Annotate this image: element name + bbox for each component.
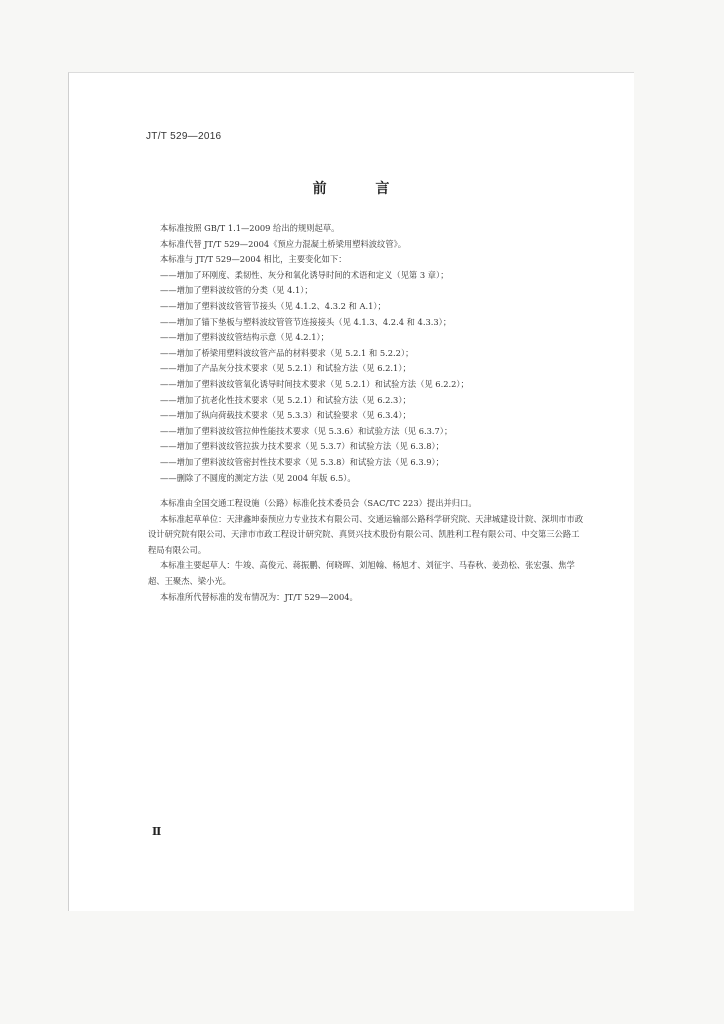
change-item: ——增加了环刚度、柔韧性、灰分和氧化诱导时间的术语和定义（见第 3 章）； (160, 269, 449, 280)
change-item: ——增加了塑料波纹管拉拔力技术要求（见 5.3.7）和试验方法（见 6.3.8）； (160, 441, 444, 452)
change-item: ——增加了桥梁用塑料波纹管产品的材料要求（见 5.2.1 和 5.2.2）； (160, 347, 414, 358)
change-item: ——增加了塑料波纹管拉伸性能技术要求（见 5.3.6）和试验方法（见 6.3.7）； (160, 425, 453, 436)
proposed-by: 本标准由全国交通工程设施（公路）标准化技术委员会（SAC/TC 223）提出并归口。 (160, 498, 477, 509)
change-item: ——增加了产品灰分技术要求（见 5.2.1）和试验方法（见 6.2.1）； (160, 363, 411, 374)
change-item: ——增加了塑料波纹管管节接头（见 4.1.2、4.3.2 和 A.1）； (160, 300, 386, 311)
change-item: ——删除了不圆度的测定方法（见 2004 年版 6.5）。 (160, 472, 356, 483)
page-number: Ⅱ (152, 825, 162, 838)
intro-line: 本标准按照 GB/T 1.1—2009 给出的规则起草。 (160, 223, 340, 233)
drafting-units: 本标准起草单位：天津鑫坤泰预应力专业技术有限公司、交通运输部公路科学研究院、天津城建设计院、深圳市市政设计研究院有限公司、天津市市政工程设计研究院、真贤兴技术股份有限公司、凯胜利工程有限公司、中交第三公路工程局有限公司。 (148, 513, 584, 555)
change-item: ——增加了塑料波纹管的分类（见 4.1）； (160, 285, 313, 296)
paragraph-gap (148, 486, 588, 496)
previous-editions: 本标准所代替标准的发布情况为：JT/T 529—2004。 (160, 591, 358, 602)
change-item: ——增加了塑料波纹管密封性技术要求（见 5.3.8）和试验方法（见 6.3.9）； (160, 456, 444, 467)
page-title: 前 言 (312, 181, 412, 197)
change-item: ——增加了塑料波纹管氧化诱导时间技术要求（见 5.2.1）和试验方法（见 6.2.2）； (160, 378, 469, 389)
change-item: ——增加了塑料波纹管结构示意（见 4.2.1）； (160, 332, 329, 343)
intro-line: 本标准代替 JT/T 529—2004《预应力混凝土桥梁用塑料波纹管》。 (160, 238, 407, 249)
drafters: 本标准主要起草人：牛竣、高俊元、蒋振鹏、何晓晖、刘旭翰、杨旭才、刘征宇、马春秋、姜劲松、张宏强、焦学超、王聚杰、梁小光。 (148, 560, 575, 587)
foreword-body (148, 221, 588, 605)
change-item: ——增加了抗老化性技术要求（见 5.2.1）和试验方法（见 6.2.3）； (160, 394, 411, 405)
document-code: JT/T 529—2016 (146, 131, 222, 142)
change-item: ——增加了纵向荷载技术要求（见 5.3.3）和试验要求（见 6.3.4）； (160, 410, 411, 421)
change-item: ——增加了锚下垫板与塑料波纹管管节连接接头（见 4.1.3、4.2.4 和 4.3.3）； (160, 316, 452, 327)
intro-line: 本标准与 JT/T 529—2004 相比，主要变化如下： (160, 254, 347, 265)
